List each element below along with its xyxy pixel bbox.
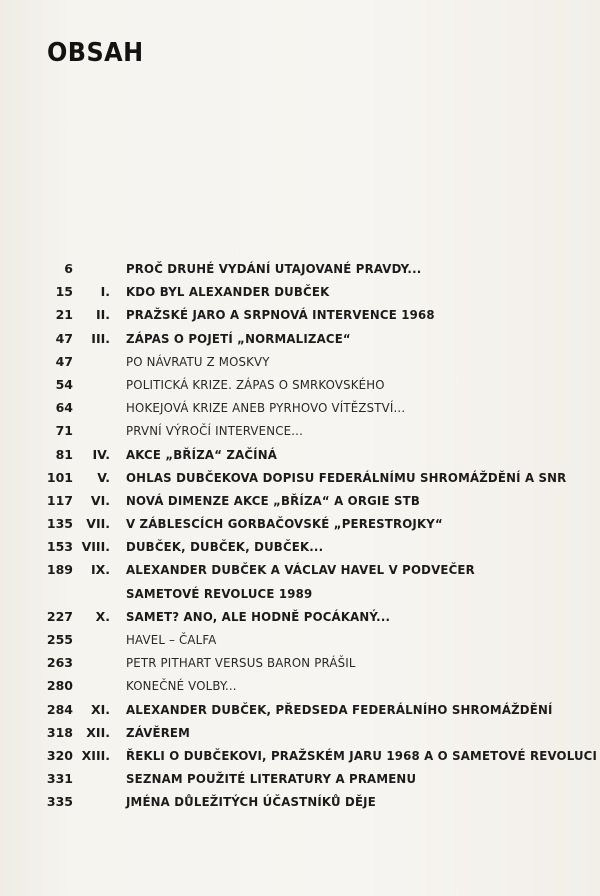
toc-entry-title: PRAŽSKÉ JARO A SRPNOVÁ INTERVENCE 1968 bbox=[126, 307, 435, 323]
toc-entry-title: ZÁPAS O POJETÍ „NORMALIZACE“ bbox=[126, 330, 351, 346]
toc-entry-title: ZÁVĚREM bbox=[126, 724, 191, 740]
toc-chapter-numeral: XIII. bbox=[81, 747, 110, 763]
toc-page-number: 117 bbox=[46, 492, 73, 508]
toc-entry-title: ALEXANDER DUBČEK A VÁCLAV HAVEL V PODVEČER bbox=[126, 562, 475, 578]
toc-entry bbox=[0, 605, 600, 628]
toc-entry-title: POLITICKÁ KRIZE. ZÁPAS O SMRKOVSKÉHO bbox=[126, 376, 385, 392]
toc-entry-title: OHLAS DUBČEKOVA DOPISU FEDERÁLNÍMU SHROMÁŽDĚNÍ A SNR bbox=[126, 469, 567, 485]
toc-entry bbox=[0, 489, 600, 512]
toc-entry-title: SAMET? ANO, ALE HODNĚ POCÁKANÝ... bbox=[126, 608, 391, 624]
toc-page-number: 47 bbox=[55, 330, 73, 346]
toc-chapter-numeral: X. bbox=[95, 608, 110, 624]
toc-entry bbox=[0, 628, 600, 651]
toc-entry bbox=[0, 674, 600, 697]
toc-entry-title: PROČ DRUHÉ VYDÁNÍ UTAJOVANÉ PRAVDY... bbox=[126, 261, 422, 276]
toc-entry-title: PRVNÍ VÝROČÍ INTERVENCE... bbox=[126, 423, 304, 439]
toc-chapter-numeral: III. bbox=[91, 330, 110, 346]
toc-page-number: 153 bbox=[46, 539, 73, 555]
toc-page-number: 81 bbox=[55, 446, 73, 462]
toc-page-number: 15 bbox=[55, 284, 73, 300]
toc-chapter-numeral: XII. bbox=[86, 724, 110, 740]
toc-entry-title: NOVÁ DIMENZE AKCE „BŘÍZA“ A ORGIE STB bbox=[126, 492, 420, 508]
toc-entry bbox=[0, 373, 600, 396]
toc-entry bbox=[0, 257, 600, 280]
toc-page-number: 280 bbox=[46, 678, 73, 694]
toc-entry bbox=[0, 721, 600, 744]
toc-entry-title: KDO BYL ALEXANDER DUBČEK bbox=[126, 284, 330, 300]
toc-entry bbox=[0, 698, 600, 721]
toc-entry-title: DUBČEK, DUBČEK, DUBČEK... bbox=[126, 539, 324, 555]
toc-chapter-numeral: XI. bbox=[90, 701, 110, 717]
toc-entry bbox=[0, 396, 600, 419]
toc-entry-title: HAVEL – ČALFA bbox=[126, 632, 217, 647]
toc-entry bbox=[0, 327, 600, 350]
toc-page-number: 284 bbox=[46, 701, 73, 717]
toc-entry bbox=[0, 419, 600, 442]
toc-entry bbox=[0, 303, 600, 326]
toc-page-number: 331 bbox=[46, 771, 73, 787]
toc-page-number: 21 bbox=[55, 307, 73, 323]
toc-entry bbox=[0, 744, 600, 767]
toc-chapter-numeral: II. bbox=[95, 307, 110, 323]
toc-entry-title: KONEČNÉ VOLBY... bbox=[126, 678, 237, 694]
toc-entry bbox=[0, 350, 600, 373]
toc-page-number: 335 bbox=[46, 794, 73, 810]
toc-page-number: 320 bbox=[46, 747, 73, 763]
toc-entry-title: PO NÁVRATU Z MOSKVY bbox=[126, 353, 270, 369]
toc-entry-title: SEZNAM POUŽITÉ LITERATURY A PRAMENU bbox=[126, 771, 417, 787]
toc-entry bbox=[0, 582, 600, 605]
toc-entry bbox=[0, 790, 600, 813]
toc-entry bbox=[0, 280, 600, 303]
page-title: OBSAH bbox=[47, 38, 144, 68]
toc-chapter-numeral: VIII. bbox=[81, 539, 110, 555]
table-of-contents bbox=[0, 257, 600, 814]
toc-chapter-numeral: I. bbox=[100, 284, 110, 300]
toc-page-number: 71 bbox=[55, 423, 73, 439]
toc-entry bbox=[0, 767, 600, 790]
toc-page-number: 54 bbox=[55, 376, 73, 392]
toc-entry-title: PETR PITHART VERSUS BARON PRÁŠIL bbox=[126, 655, 356, 671]
toc-page-number: 255 bbox=[46, 632, 73, 647]
toc-page-number: 101 bbox=[46, 469, 73, 485]
toc-chapter-numeral: IX. bbox=[90, 562, 110, 578]
toc-entry-title: ALEXANDER DUBČEK, PŘEDSEDA FEDERÁLNÍHO SHROMÁŽDĚNÍ bbox=[126, 701, 553, 717]
toc-entry-title: HOKEJOVÁ KRIZE ANEB PYRHOVO VÍTĚZSTVÍ... bbox=[126, 400, 406, 416]
toc-entry-title: AKCE „BŘÍZA“ ZAČÍNÁ bbox=[126, 446, 278, 462]
toc-entry-title: SAMETOVÉ REVOLUCE 1989 bbox=[126, 585, 313, 601]
toc-chapter-numeral: VII. bbox=[86, 516, 110, 532]
toc-page-number: 227 bbox=[46, 608, 73, 624]
toc-chapter-numeral: V. bbox=[97, 469, 110, 485]
toc-chapter-numeral: VI. bbox=[90, 492, 110, 508]
toc-page-number: 135 bbox=[46, 516, 73, 532]
toc-entry bbox=[0, 512, 600, 535]
toc-page-number: 318 bbox=[46, 724, 73, 740]
toc-entry-title: JMÉNA DŮLEŽITÝCH ÚČASTNÍKŮ DĚJE bbox=[126, 794, 376, 810]
toc-entry-title: ŘEKLI O DUBČEKOVI, PRAŽSKÉM JARU 1968 A O SAMETOVÉ REVOLUCI bbox=[126, 747, 598, 763]
toc-page-number: 263 bbox=[46, 655, 73, 671]
toc-entry bbox=[0, 651, 600, 674]
toc-entry bbox=[0, 558, 600, 581]
toc-page-number: 64 bbox=[55, 400, 73, 416]
toc-chapter-numeral: IV. bbox=[92, 446, 110, 462]
toc-page-number: 47 bbox=[55, 353, 73, 369]
toc-entry bbox=[0, 443, 600, 466]
toc-entry bbox=[0, 535, 600, 558]
toc-page-number: 189 bbox=[46, 562, 73, 578]
toc-entry bbox=[0, 466, 600, 489]
toc-page-number: 6 bbox=[64, 261, 73, 276]
toc-entry-title: V ZÁBLESCÍCH GORBAČOVSKÉ „PERESTROJKY“ bbox=[126, 516, 443, 532]
